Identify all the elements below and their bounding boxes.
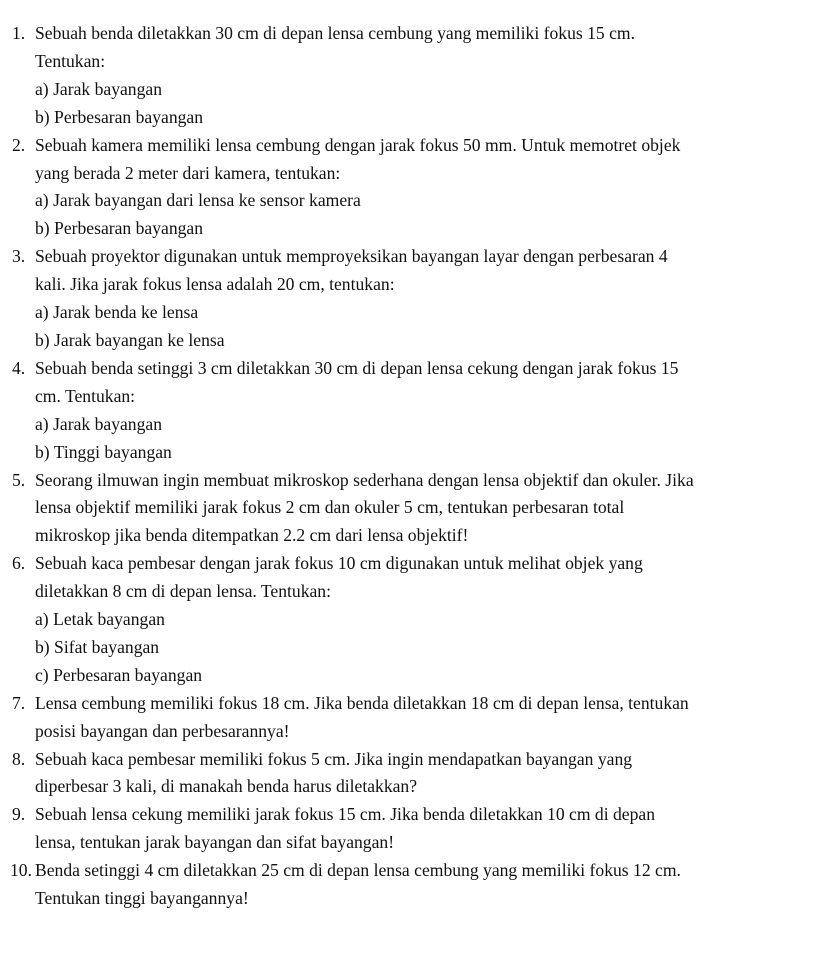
sub-question: a) Jarak bayangan dari lensa ke sensor kamera xyxy=(35,190,361,211)
question-number: 5. xyxy=(12,469,26,490)
question-text xyxy=(35,467,839,551)
question-item xyxy=(0,801,839,857)
question-line: posisi bayangan dan perbesarannya! xyxy=(35,720,290,741)
question-text xyxy=(35,20,839,132)
sub-question: a) Jarak benda ke lensa xyxy=(35,302,199,323)
question-line: Sebuah benda diletakkan 30 cm di depan lensa cembung yang memiliki fokus 15 cm. xyxy=(35,23,635,43)
question-number: 3. xyxy=(12,246,26,267)
sub-question: b) Perbesaran bayangan xyxy=(35,218,204,239)
question-line: Lensa cembung memiliki fokus 18 cm. Jika benda diletakkan 18 cm di depan lensa, tentukan xyxy=(35,692,689,713)
sub-question: b) Tinggi bayangan xyxy=(35,441,172,462)
question-line: Sebuah lensa cekung memiliki jarak fokus 15 cm. Jika benda diletakkan 10 cm di depan xyxy=(35,804,656,825)
question-line: Sebuah kamera memiliki lensa cembung dengan jarak fokus 50 mm. Untuk memotret objek xyxy=(35,134,681,155)
question-line: Sebuah benda setinggi 3 cm diletakkan 30 cm di depan lensa cekung dengan jarak fokus 15 xyxy=(35,357,679,378)
question-line: Benda setinggi 4 cm diletakkan 25 cm di depan lensa cembung yang memiliki fokus 12 cm. xyxy=(35,860,681,881)
question-text xyxy=(35,550,839,690)
question-number: 7. xyxy=(12,692,26,713)
sub-question: b) Perbesaran bayangan xyxy=(35,106,204,127)
question-item xyxy=(0,857,839,913)
question-text xyxy=(35,355,839,467)
question-item xyxy=(0,467,839,551)
question-number: 4. xyxy=(12,357,26,378)
question-item xyxy=(0,746,839,802)
question-line: Sebuah kaca pembesar dengan jarak fokus 10 cm digunakan untuk melihat objek yang xyxy=(35,553,643,574)
question-item xyxy=(0,243,839,355)
question-item xyxy=(0,690,839,746)
question-number: 6. xyxy=(12,553,26,574)
question-line: diletakkan 8 cm di depan lensa. Tentukan: xyxy=(35,581,331,602)
sub-question: a) Jarak bayangan xyxy=(35,78,162,99)
question-line: Seorang ilmuwan ingin membuat mikroskop sederhana dengan lensa objektif dan okuler. Jika xyxy=(35,469,694,490)
question-number: 1. xyxy=(12,23,26,43)
question-text xyxy=(35,690,839,746)
question-item xyxy=(0,355,839,467)
question-line: Sebuah kaca pembesar memiliki fokus 5 cm. Jika ingin mendapatkan bayangan yang xyxy=(35,748,633,769)
question-item xyxy=(0,20,839,132)
sub-question: b) Jarak bayangan ke lensa xyxy=(35,329,225,350)
question-text xyxy=(35,801,839,857)
sub-question: a) Jarak bayangan xyxy=(35,413,162,434)
question-number: 9. xyxy=(12,804,26,825)
question-line: lensa, tentukan jarak bayangan dan sifat bayangan! xyxy=(35,832,395,853)
question-line: mikroskop jika benda ditempatkan 2.2 cm dari lensa objektif! xyxy=(35,525,469,546)
question-list xyxy=(0,20,839,913)
question-line: diperbesar 3 kali, di manakah benda harus diletakkan? xyxy=(35,776,418,797)
question-line: lensa objektif memiliki jarak fokus 2 cm dan okuler 5 cm, tentukan perbesaran total xyxy=(35,497,625,518)
question-number: 8. xyxy=(12,748,26,769)
question-line: Sebuah proyektor digunakan untuk memproyeksikan bayangan layar dengan perbesaran 4 xyxy=(35,246,668,267)
question-line: Tentukan: xyxy=(35,50,106,71)
question-text xyxy=(35,243,839,355)
question-text xyxy=(35,746,839,802)
question-line: Tentukan tinggi bayangannya! xyxy=(35,888,249,909)
sub-question: c) Perbesaran bayangan xyxy=(35,664,203,685)
question-line: kali. Jika jarak fokus lensa adalah 20 cm, tentukan: xyxy=(35,274,395,295)
question-number: 10. xyxy=(10,860,32,881)
question-text xyxy=(35,132,839,244)
sub-question: a) Letak bayangan xyxy=(35,609,165,630)
question-item xyxy=(0,550,839,690)
sub-question: b) Sifat bayangan xyxy=(35,636,160,657)
question-item xyxy=(0,132,839,244)
question-number: 2. xyxy=(12,134,26,155)
question-text xyxy=(35,857,839,913)
question-line: yang berada 2 meter dari kamera, tentukan: xyxy=(35,162,341,183)
question-line: cm. Tentukan: xyxy=(35,385,136,406)
